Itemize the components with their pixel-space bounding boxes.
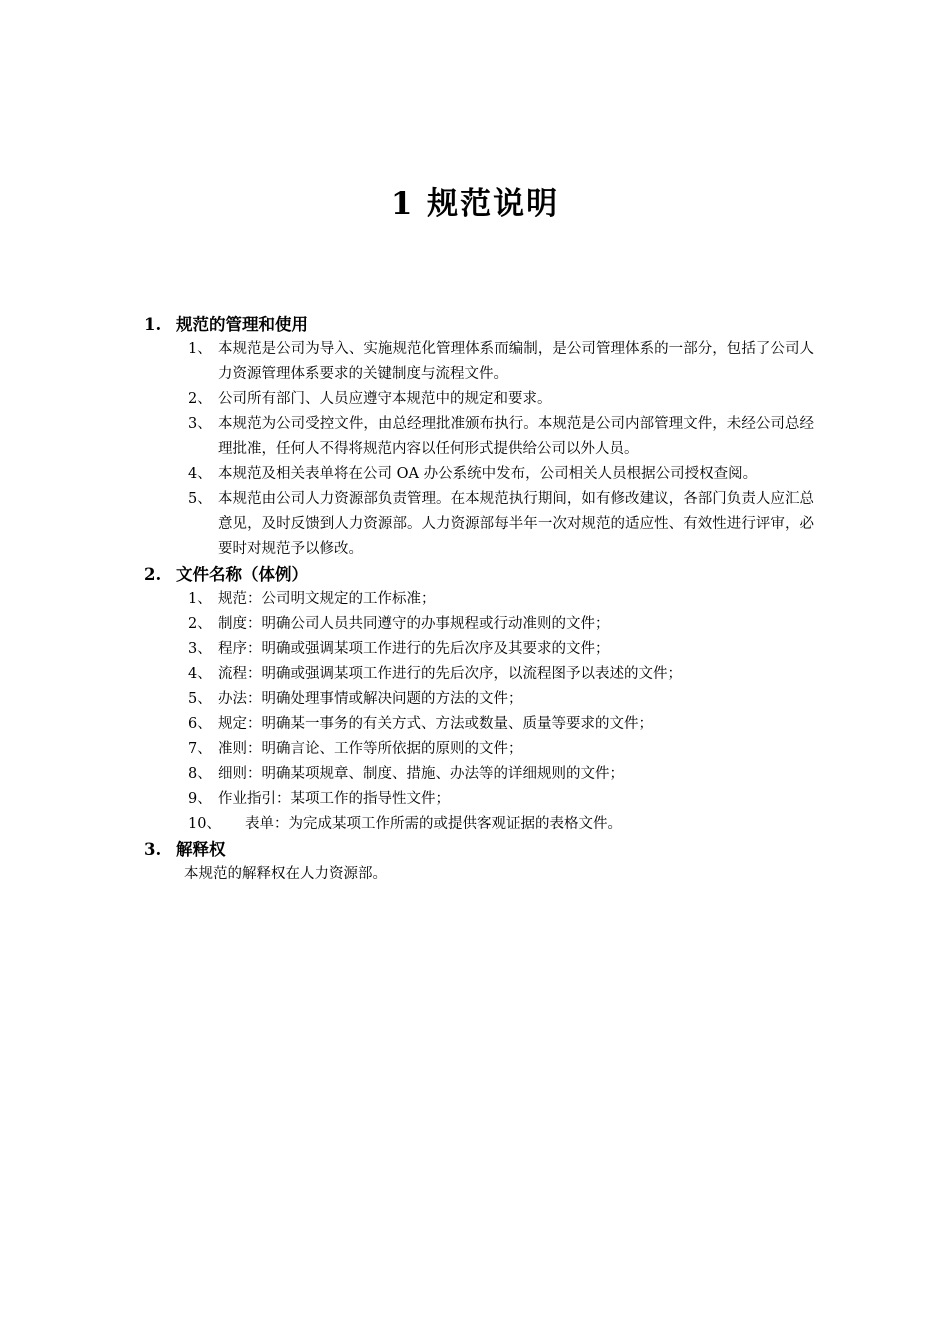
list-item [144, 487, 814, 562]
item-number: 8、 [188, 766, 212, 782]
list-item [144, 462, 814, 487]
section-number: 1. [144, 315, 162, 334]
section-list [144, 587, 814, 837]
section-file-names [144, 562, 814, 837]
list-item [144, 712, 814, 737]
list-item [144, 787, 814, 812]
item-text: 表单：为完成某项工作所需的或提供客观证据的表格文件。 [245, 816, 622, 832]
list-item [144, 337, 814, 387]
item-number: 2、 [188, 616, 212, 632]
item-number: 4、 [188, 466, 212, 482]
item-number: 2、 [188, 391, 212, 407]
list-item [144, 612, 814, 637]
item-text: 规范：公司明文规定的工作标准； [218, 591, 436, 607]
list-item [144, 762, 814, 787]
item-text: 细则：明确某项规章、制度、措施、办法等的详细规则的文件； [218, 766, 624, 782]
item-number: 9、 [188, 791, 212, 807]
page-title: 1 规范说明 [390, 186, 560, 222]
section-management [144, 312, 814, 562]
item-text: 本规范由公司人力资源部负责管理。在本规范执行期间，如有修改建议，各部门负责人应汇总意见，及时反馈到人力资源部。人力资源部每半年一次对规范的适应性、有效性进行评审，必要时对规范予以修改。 [218, 491, 814, 557]
section-number: 3. [144, 840, 162, 859]
list-item [144, 737, 814, 762]
section-title: 规范的管理和使用 [176, 315, 308, 334]
section-heading [144, 837, 814, 862]
section-interpretation [144, 837, 814, 887]
item-number: 7、 [188, 741, 212, 757]
section-title: 解释权 [176, 840, 226, 859]
item-text: 本规范是公司为导入、实施规范化管理体系而编制，是公司管理体系的一部分，包括了公司人力资源管理体系要求的关键制度与流程文件。 [218, 341, 814, 382]
item-text: 作业指引：某项工作的指导性文件； [218, 791, 450, 807]
item-number: 1、 [188, 341, 212, 357]
item-text: 制度：明确公司人员共同遵守的办事规程或行动准则的文件； [218, 616, 610, 632]
list-item [144, 387, 814, 412]
item-number: 3、 [188, 641, 212, 657]
item-number: 1、 [188, 591, 212, 607]
item-text: 流程：明确或强调某项工作进行的先后次序，以流程图予以表述的文件； [218, 666, 682, 682]
list-item [144, 687, 814, 712]
item-number: 3、 [188, 416, 212, 432]
section-list [144, 337, 814, 562]
item-number: 6、 [188, 716, 212, 732]
list-item [144, 662, 814, 687]
list-item [144, 587, 814, 612]
item-number: 10、 [188, 816, 221, 832]
item-text: 本规范及相关表单将在公司 OA 办公系统中发布，公司相关人员根据公司授权查阅。 [218, 466, 758, 482]
list-item [144, 637, 814, 662]
item-text: 准则：明确言论、工作等所依据的原则的文件； [218, 741, 523, 757]
item-text: 公司所有部门、人员应遵守本规范中的规定和要求。 [218, 391, 552, 407]
item-number: 5、 [188, 691, 212, 707]
section-number: 2. [144, 565, 162, 584]
document-body [144, 312, 814, 887]
item-text: 办法：明确处理事情或解决问题的方法的文件； [218, 691, 523, 707]
item-number: 4、 [188, 666, 212, 682]
list-item [144, 412, 814, 462]
item-number: 5、 [188, 491, 212, 507]
section-paragraph: 本规范的解释权在人力资源部。 [184, 866, 387, 882]
section-title: 文件名称（体例） [176, 565, 308, 584]
section-heading [144, 562, 814, 587]
section-heading [144, 312, 814, 337]
item-text: 本规范为公司受控文件，由总经理批准颁布执行。本规范是公司内部管理文件，未经公司总经理批准，任何人不得将规范内容以任何形式提供给公司以外人员。 [218, 416, 814, 457]
item-text: 规定：明确某一事务的有关方式、方法或数量、质量等要求的文件； [218, 716, 653, 732]
list-item [144, 812, 814, 837]
item-text: 程序：明确或强调某项工作进行的先后次序及其要求的文件； [218, 641, 610, 657]
